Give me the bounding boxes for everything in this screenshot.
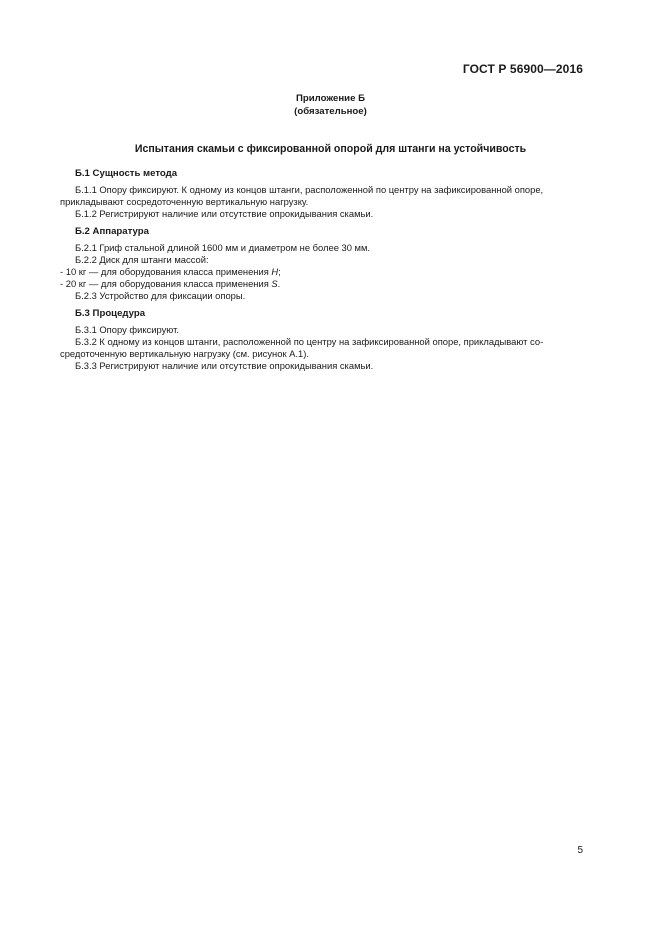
class-designation: S bbox=[271, 278, 278, 289]
paragraph-b2-3: Б.2.3 Устройство для фиксации опоры. bbox=[75, 290, 246, 301]
document-body bbox=[60, 168, 583, 372]
standard-identifier: ГОСТ Р 56900—2016 bbox=[462, 62, 583, 76]
paragraph-b3-3: Б.3.3 Регистрируют наличие или отсутствие опрокидывания скамьи. bbox=[75, 360, 374, 371]
paragraph-b1-1-line2: прикладывают сосредоточенную вертикальную нагрузку. bbox=[60, 196, 309, 207]
class-designation: H bbox=[271, 266, 279, 277]
section-heading-b1: Б.1 Сущность метода bbox=[75, 168, 178, 179]
page-number: 5 bbox=[577, 845, 583, 856]
list-item-end: ; bbox=[278, 266, 281, 277]
document-title: Испытания скамьи с фиксированной опорой для штанги на устойчивость bbox=[134, 143, 527, 155]
list-item-end: . bbox=[277, 278, 281, 289]
paragraph-b2-2: Б.2.2 Диск для штанги массой: bbox=[75, 254, 209, 265]
appendix-status: (обязательное) bbox=[294, 106, 367, 117]
list-item-text: - 20 кг — для оборудования класса применения bbox=[60, 278, 272, 289]
paragraph-b1-1-line1: Б.1.1 Опору фиксируют. К одному из концов штанги, расположенной по центру на зафиксированной опоре, bbox=[75, 184, 544, 195]
paragraph-b1-1 bbox=[60, 184, 583, 208]
paragraph-b3-2-line1: Б.3.2 К одному из концов штанги, расположенной по центру на зафиксированной опоре, прикладывают со- bbox=[75, 336, 544, 347]
list-item-text: - 10 кг — для оборудования класса применения bbox=[60, 266, 272, 277]
section-heading-b3: Б.3 Процедура bbox=[75, 308, 146, 319]
list-item bbox=[60, 266, 583, 278]
appendix-heading bbox=[0, 92, 661, 118]
appendix-title: Приложение Б bbox=[296, 93, 365, 104]
list-item bbox=[60, 278, 583, 290]
paragraph-b1-2: Б.1.2 Регистрируют наличие или отсутствие опрокидывания скамьи. bbox=[75, 208, 374, 219]
paragraph-b3-2 bbox=[60, 336, 583, 360]
paragraph-b2-1: Б.2.1 Гриф стальной длиной 1600 мм и диаметром не более 30 мм. bbox=[75, 242, 371, 253]
paragraph-b3-1: Б.3.1 Опору фиксируют. bbox=[75, 324, 179, 335]
section-heading-b2: Б.2 Аппаратура bbox=[75, 226, 149, 237]
paragraph-b3-2-line2: средоточенную вертикальную нагрузку (см. рисунок А.1). bbox=[60, 348, 309, 359]
